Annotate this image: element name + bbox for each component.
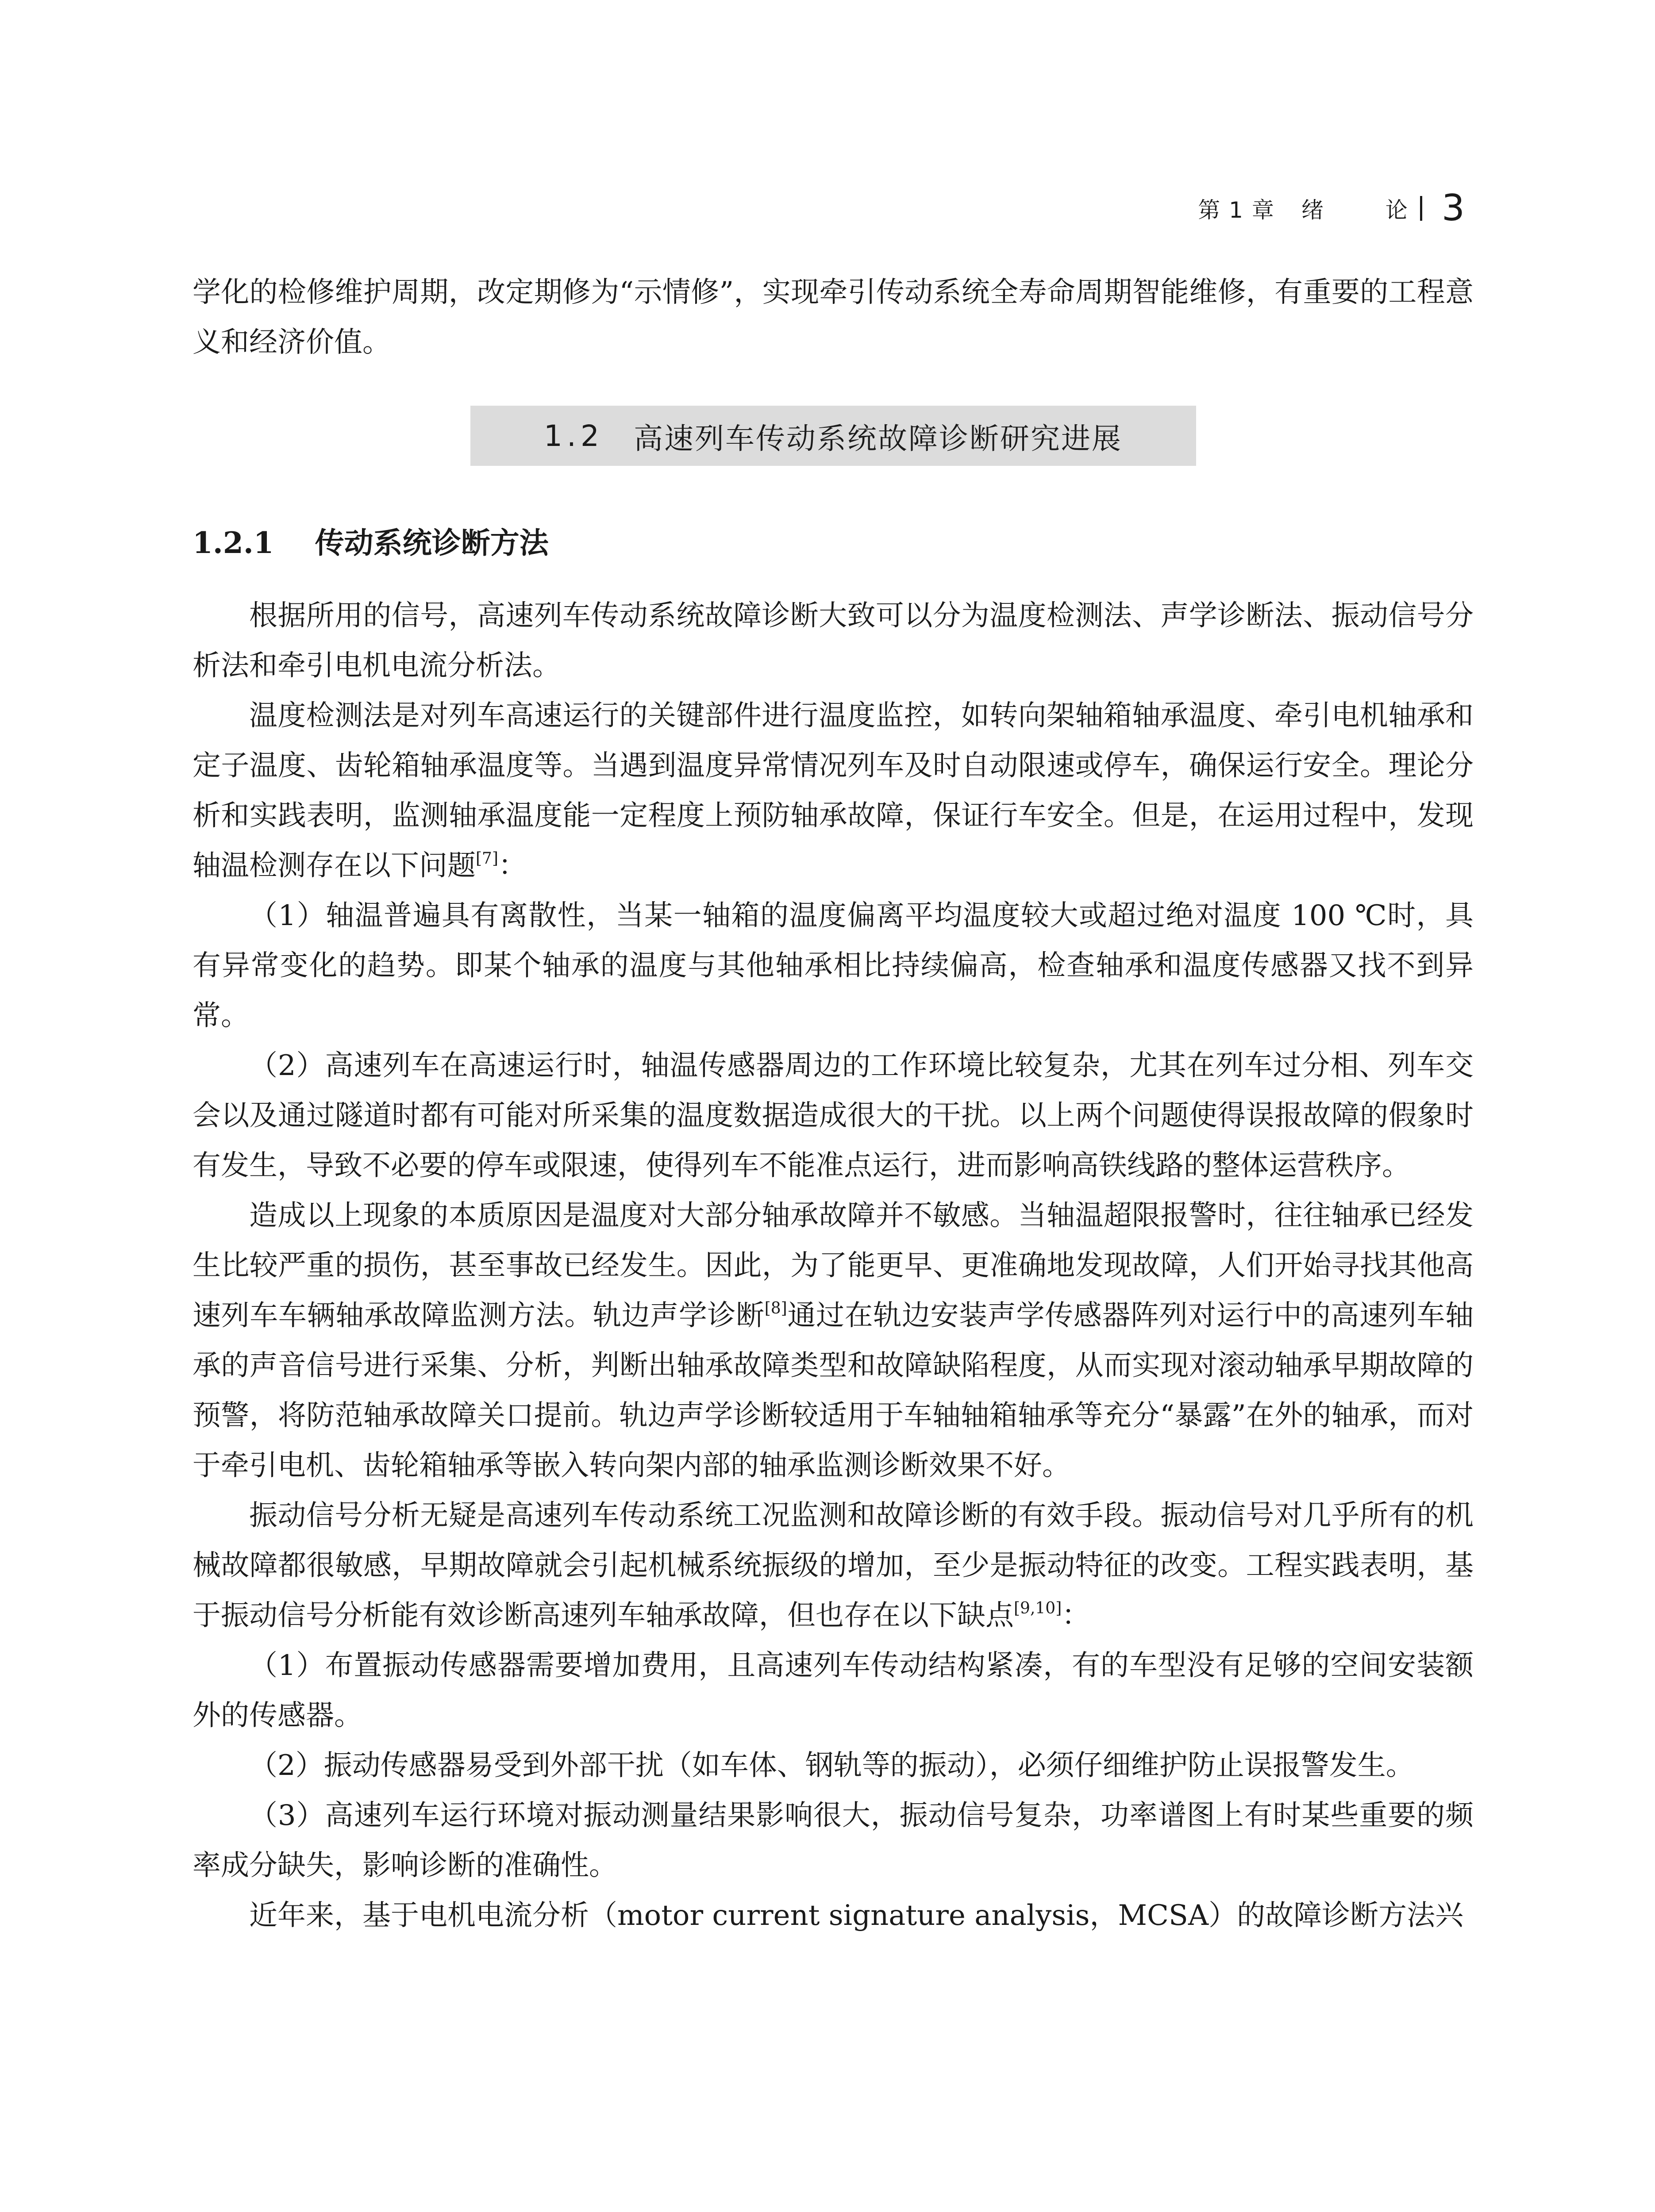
subsection-title: 传动系统诊断方法 <box>315 526 549 560</box>
body-text <box>192 268 1474 1941</box>
paragraph-6 <box>192 1491 1474 1641</box>
header-separator <box>1420 196 1422 221</box>
paragraph-6-end: ： <box>1062 1599 1090 1632</box>
chapter-title-2: 论 <box>1385 197 1408 223</box>
chapter-title: 绪 <box>1301 197 1324 223</box>
section-title: 高速列车传动系统故障诊断研究进展 <box>633 421 1122 456</box>
section-banner <box>470 406 1196 466</box>
citation-8: [8] <box>764 1299 787 1317</box>
subsection-number: 1.2.1 <box>192 526 274 560</box>
citation-9-10: [9,10] <box>1014 1599 1062 1617</box>
intro-paragraph: 学化的检修维护周期，改定期修为“示情修”，实现牵引传动系统全寿命周期智能维修，有重要的工程意义和经济价值。 <box>192 276 1474 359</box>
page-number: 3 <box>1441 187 1465 229</box>
paragraph-4: （2）高速列车在高速运行时，轴温传感器周边的工作环境比较复杂，尤其在列车过分相、列车交会以及通过隧道时都有可能对所采集的温度数据造成很大的干扰。以上两个问题使得误报故障的假象时有发生，导致不必要的停车或限速，使得列车不能准点运行，进而影响高铁线路的整体运营秩序。 <box>192 1049 1474 1182</box>
chapter-label: 第 1 章 <box>1198 197 1275 223</box>
paragraph-5-text-a: 造成以上现象的本质原因是温度对大部分轴承故障并不敏感。当轴温超限报警时，往往轴承已经发生比较严重的损伤，甚至事故已经发生。因此，为了能更早、更准确地发现故障，人们开始寻找其他高速列车车辆轴承故障监测方法。轨边声学诊断 <box>192 1199 1474 1332</box>
paragraph-3: （1）轴温普遍具有离散性，当某一轴箱的温度偏离平均温度较大或超过绝对温度 100 ℃时，具有异常变化的趋势。即某个轴承的温度与其他轴承相比持续偏高，检查轴承和温度传感器又找不到异常。 <box>192 899 1474 1032</box>
subsection-heading <box>192 518 1474 568</box>
paragraph-2-end: ： <box>498 849 527 882</box>
paragraph-2 <box>192 691 1474 891</box>
paragraph-7: （1）布置振动传感器需要增加费用，且高速列车传动结构紧凑，有的车型没有足够的空间安装额外的传感器。 <box>192 1649 1474 1732</box>
paragraph-9: （3）高速列车运行环境对振动测量结果影响很大，振动信号复杂，功率谱图上有时某些重要的频率成分缺失，影响诊断的准确性。 <box>192 1799 1474 1882</box>
paragraph-6-text: 振动信号分析无疑是高速列车传动系统工况监测和故障诊断的有效手段。振动信号对几乎所有的机械故障都很敏感，早期故障就会引起机械系统振级的增加，至少是振动特征的改变。工程实践表明，基于振动信号分析能有效诊断高速列车轴承故障，但也存在以下缺点 <box>192 1499 1474 1632</box>
citation-7: [7] <box>476 849 498 868</box>
paragraph-10: 近年来，基于电机电流分析（motor current signature analysis，MCSA）的故障诊断方法兴 <box>249 1899 1464 1932</box>
paragraph-1: 根据所用的信号，高速列车传动系统故障诊断大致可以分为温度检测法、声学诊断法、振动信号分析法和牵引电机电流分析法。 <box>192 599 1474 682</box>
running-header <box>1198 187 1465 229</box>
section-number: 1.2 <box>544 419 604 453</box>
paragraph-8: （2）振动传感器易受到外部干扰（如车体、钢轨等的振动），必须仔细维护防止误报警发生。 <box>249 1749 1414 1782</box>
paragraph-5-text-b: 通过在轨边安装声学传感器阵列对运行中的高速列车轴承的声音信号进行采集、分析，判断出轴承故障类型和故障缺陷程度，从而实现对滚动轴承早期故障的预警，将防范轴承故障关口提前。轨边声学诊断较适用于车轴轴箱轴承等充分“暴露”在外的轴承，而对于牵引电机、齿轮箱轴承等嵌入转向架内部的轴承监测诊断效果不好。 <box>192 1299 1474 1482</box>
paragraph-5 <box>192 1191 1474 1491</box>
paragraph-2-text: 温度检测法是对列车高速运行的关键部件进行温度监控，如转向架轴箱轴承温度、牵引电机轴承和定子温度、齿轮箱轴承温度等。当遇到温度异常情况列车及时自动限速或停车，确保运行安全。理论分析和实践表明，监测轴承温度能一定程度上预防轴承故障，保证行车安全。但是，在运用过程中，发现轴温检测存在以下问题 <box>192 699 1474 882</box>
